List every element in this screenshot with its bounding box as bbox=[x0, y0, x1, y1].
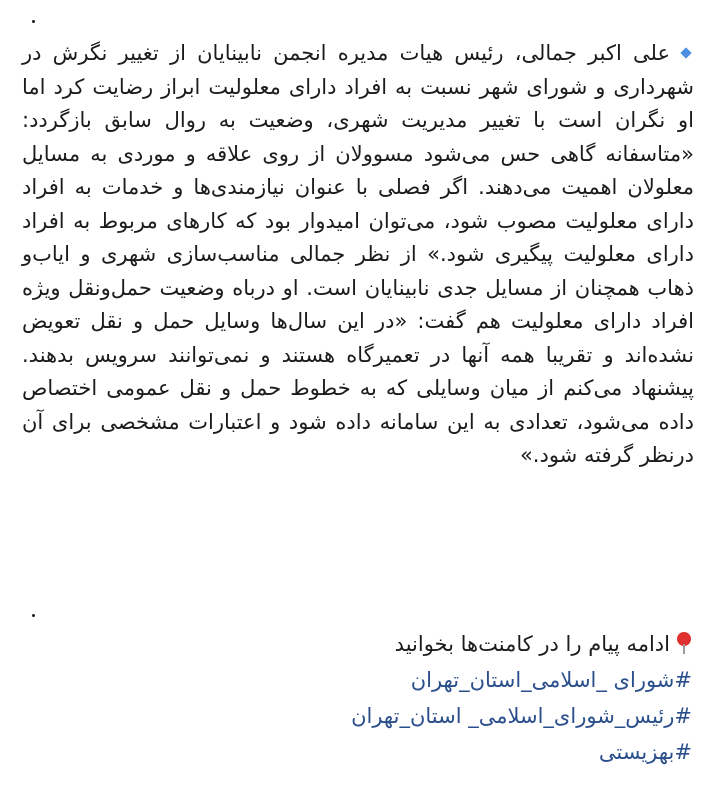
hashtag-link-council-tehran[interactable]: #شورای _اسلامی_استان_تهران bbox=[410, 668, 692, 692]
read-more-line bbox=[32, 626, 692, 662]
hashtag-line-1 bbox=[32, 662, 692, 698]
read-more-text: ادامه پیام را در کامنت‌ها بخوانید bbox=[394, 632, 670, 656]
hashtag-link-council-head-tehran[interactable]: #رئیس_شورای_اسلامی_ استان_تهران bbox=[351, 704, 692, 728]
blue-diamond-icon bbox=[680, 47, 691, 58]
post-body bbox=[22, 37, 694, 473]
hashtag-line-3 bbox=[32, 734, 692, 770]
post-body-text: علی اکبر جمالی، رئیس هیات مدیره انجمن نابینایان از تغییر نگرش در شهرداری و شورای شهر نسبت به افراد دارای معلولیت ابراز رضایت کرد اما او نگران است با تغییر مدیریت شهری، وضعیت به روال سابق بازگردد: «متاسفانه گاهی حس می‌شود مسوولان از روی علاقه و موردی به مسایل معلولان اهمیت می‌دهند. اگر فصلی با عنوان نیازمندی‌ها و خدمات به افراد دارای معلولیت مصوب شود، می‌توان امیدوار بود که کارهای مربوط به افراد دارای معلولیت پیگیری شود.» از نظر جمالی مناسب‌سازی شهری و ایاب‌و ذهاب همچنان از مسایل جدی نابینایان است. او درباه وضعیت حمل‌ونقل ویژه افراد دارای معلولیت هم گفت: «در این سال‌ها وسایل حمل و نقل تعویض نشده‌اند و تقریبا همه آنها در تعمیرگاه هستند و نمی‌توانند سرویس بدهند. پیشنهاد می‌کنم از میان وسایلی که به خطوط حمل و نقل عمومی اختصاص داده می‌شود، تعدادی به این سامانه داده شود و اعتبارات مشخصی برای آن درنظر گرفته شود.» bbox=[22, 41, 694, 467]
round-pushpin-icon bbox=[676, 632, 692, 654]
hashtag-line-2 bbox=[32, 698, 692, 734]
post-footer bbox=[32, 626, 692, 770]
hashtag-link-behzisti[interactable]: #بهزیستی bbox=[598, 740, 692, 764]
top-separator-dot bbox=[32, 20, 35, 23]
mid-separator-dot bbox=[32, 614, 35, 617]
